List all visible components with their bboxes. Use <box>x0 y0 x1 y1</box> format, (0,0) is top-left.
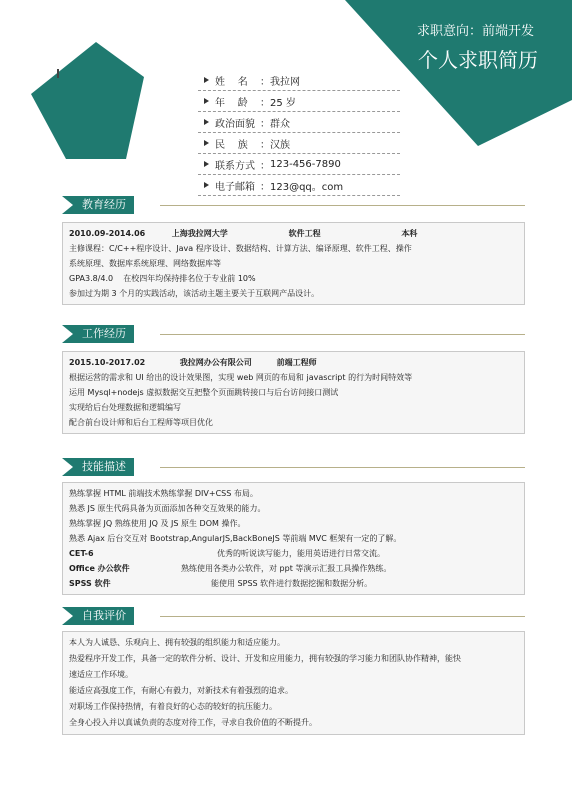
skill-line: 熟悉 JS 原生代码具备为页面添加各种交互效果的能力。 <box>69 504 266 513</box>
work-line: 根据运营的需求和 UI 给出的设计效果图，实现 web 网页的布局和 javascript 的行为时间特效等 <box>69 373 413 382</box>
education-line: 主修课程：C/C++程序设计、Java 程序设计、数据结构、计算方法、编译原理、软件工程、操作 <box>69 244 412 253</box>
info-row-phone: 联系方式 ： 123-456-7890 <box>198 154 400 175</box>
self-line: 全身心投入并以真诚负责的态度对待工作，寻求自我价值的不断提升。 <box>69 718 317 727</box>
skill-desc: 优秀的听说读写能力，能用英语进行日常交流。 <box>217 549 385 558</box>
info-label: 民 族 <box>215 139 248 151</box>
heading-divider <box>160 205 525 206</box>
heading-divider <box>160 467 525 468</box>
photo-pentagon <box>31 42 144 159</box>
work-line: 实现给后台处理数据和逻辑编写 <box>69 403 181 412</box>
heading-arrow-icon <box>62 607 73 625</box>
education-line: 参加过为期 3 个月的实践活动，该活动主题主要关于互联网产品设计。 <box>69 289 320 298</box>
bullet-arrow-icon <box>204 77 209 83</box>
skill-line <box>69 576 518 591</box>
work-company: 我拉网办公有限公司 <box>179 358 252 367</box>
heading-arrow-icon <box>62 196 73 214</box>
education-major: 软件工程 <box>288 229 321 238</box>
info-label: 联系方式 <box>215 160 255 172</box>
education-section <box>62 196 525 305</box>
info-row-email: 电子邮箱 ： 123@qq。com <box>198 175 400 196</box>
skill-line: 熟练掌握 JQ 熟练使用 JQ 及 JS 原生 DOM 操作。 <box>69 519 246 528</box>
info-value: 汉族 <box>270 139 290 151</box>
education-degree: 本科 <box>401 229 418 238</box>
skill-name: Office 办公软件 <box>69 564 130 573</box>
personal-info <box>198 70 400 196</box>
self-line: 热爱程序开发工作，具备一定的软件分析、设计、开发和应用能力，拥有较强的学习能力和团队协作精神，能快 <box>69 654 461 663</box>
work-section <box>62 325 525 434</box>
photo-marker <box>57 69 59 78</box>
bullet-arrow-icon <box>204 140 209 146</box>
info-label: 政治面貌 <box>215 118 255 130</box>
bullet-arrow-icon <box>204 98 209 104</box>
skill-line: 熟练掌握 HTML 前端技术熟练掌握 DIV+CSS 布局。 <box>69 489 258 498</box>
work-period: 2015.10-2017.02 <box>69 358 146 367</box>
self-line: 能适应高强度工作，有耐心有毅力，对新技术有着强烈的追求。 <box>69 686 293 695</box>
info-row-ethnicity: 民 族 ： 汉族 <box>198 133 400 154</box>
education-box <box>62 222 525 305</box>
self-box <box>62 631 525 735</box>
education-school: 上海我拉网大学 <box>171 229 228 238</box>
bullet-arrow-icon <box>204 119 209 125</box>
self-evaluation-section <box>62 607 525 735</box>
skill-desc: 熟练使用各类办公软件，对 ppt 等演示汇报工具操作熟练。 <box>181 564 392 573</box>
info-row-politics: 政治面貌 ： 群众 <box>198 112 400 133</box>
education-summary <box>69 226 518 241</box>
heading-divider <box>160 616 525 617</box>
info-value: 123-456-7890 <box>270 158 341 170</box>
section-heading <box>62 458 525 476</box>
info-label: 姓 名 <box>215 76 248 88</box>
section-heading <box>62 607 525 625</box>
section-heading <box>62 196 525 214</box>
skills-section <box>62 458 525 595</box>
job-intent: 求职意向：前端开发 <box>416 24 534 39</box>
info-value: 我拉网 <box>270 76 300 88</box>
bullet-arrow-icon <box>204 161 209 167</box>
education-line: GPA3.8/4.0 在校四年均保持排名位于专业前 10% <box>69 274 256 283</box>
info-row-name: 姓 名 ： 我拉网 <box>198 70 400 91</box>
info-label: 电子邮箱 <box>215 181 255 193</box>
heading-divider <box>160 334 525 335</box>
work-line: 运用 Mysql+nodejs 虚拟数据交互把整个页面跳转接口与后台访问接口测试 <box>69 388 339 397</box>
work-line: 配合前台设计师和后台工程师等项目优化 <box>69 418 213 427</box>
section-title: 自我评价 <box>62 607 134 625</box>
self-line: 速适应工作环境。 <box>69 670 133 679</box>
section-title: 工作经历 <box>62 325 134 343</box>
self-line: 本人为人诚恳、乐观向上、拥有较强的组织能力和适应能力。 <box>69 638 285 647</box>
skills-box <box>62 482 525 595</box>
work-position: 前端工程师 <box>276 358 317 367</box>
info-value: 25 岁 <box>270 97 296 109</box>
heading-arrow-icon <box>62 325 73 343</box>
education-period: 2010.09-2014.06 <box>69 229 146 238</box>
bullet-arrow-icon <box>204 182 209 188</box>
resume-title: 个人求职简历 <box>418 48 538 72</box>
self-line: 对职场工作保持热情，有着良好的心态的较好的抗压能力。 <box>69 702 277 711</box>
skill-line <box>69 561 518 576</box>
section-title: 教育经历 <box>62 196 134 214</box>
skill-line <box>69 546 518 561</box>
info-label: 年 龄 <box>215 97 248 109</box>
skill-desc: 能使用 SPSS 软件进行数据挖掘和数据分析。 <box>211 579 373 588</box>
info-value: 群众 <box>270 118 290 130</box>
info-value: 123@qq。com <box>270 181 344 193</box>
info-row-age: 年 龄 ： 25 岁 <box>198 91 400 112</box>
skill-name: CET-6 <box>69 549 94 558</box>
section-heading <box>62 325 525 343</box>
heading-arrow-icon <box>62 458 73 476</box>
skill-line: 熟悉 Ajax 后台交互对 Bootstrap,AngularJS,BackBoneJS 等前端 MVC 框架有一定的了解。 <box>69 534 402 543</box>
work-box <box>62 351 525 434</box>
education-line: 系统原理、数据库系统原理、网络数据库等 <box>69 259 221 268</box>
work-summary <box>69 355 518 370</box>
skill-name: SPSS 软件 <box>69 579 111 588</box>
section-title: 技能描述 <box>62 458 134 476</box>
